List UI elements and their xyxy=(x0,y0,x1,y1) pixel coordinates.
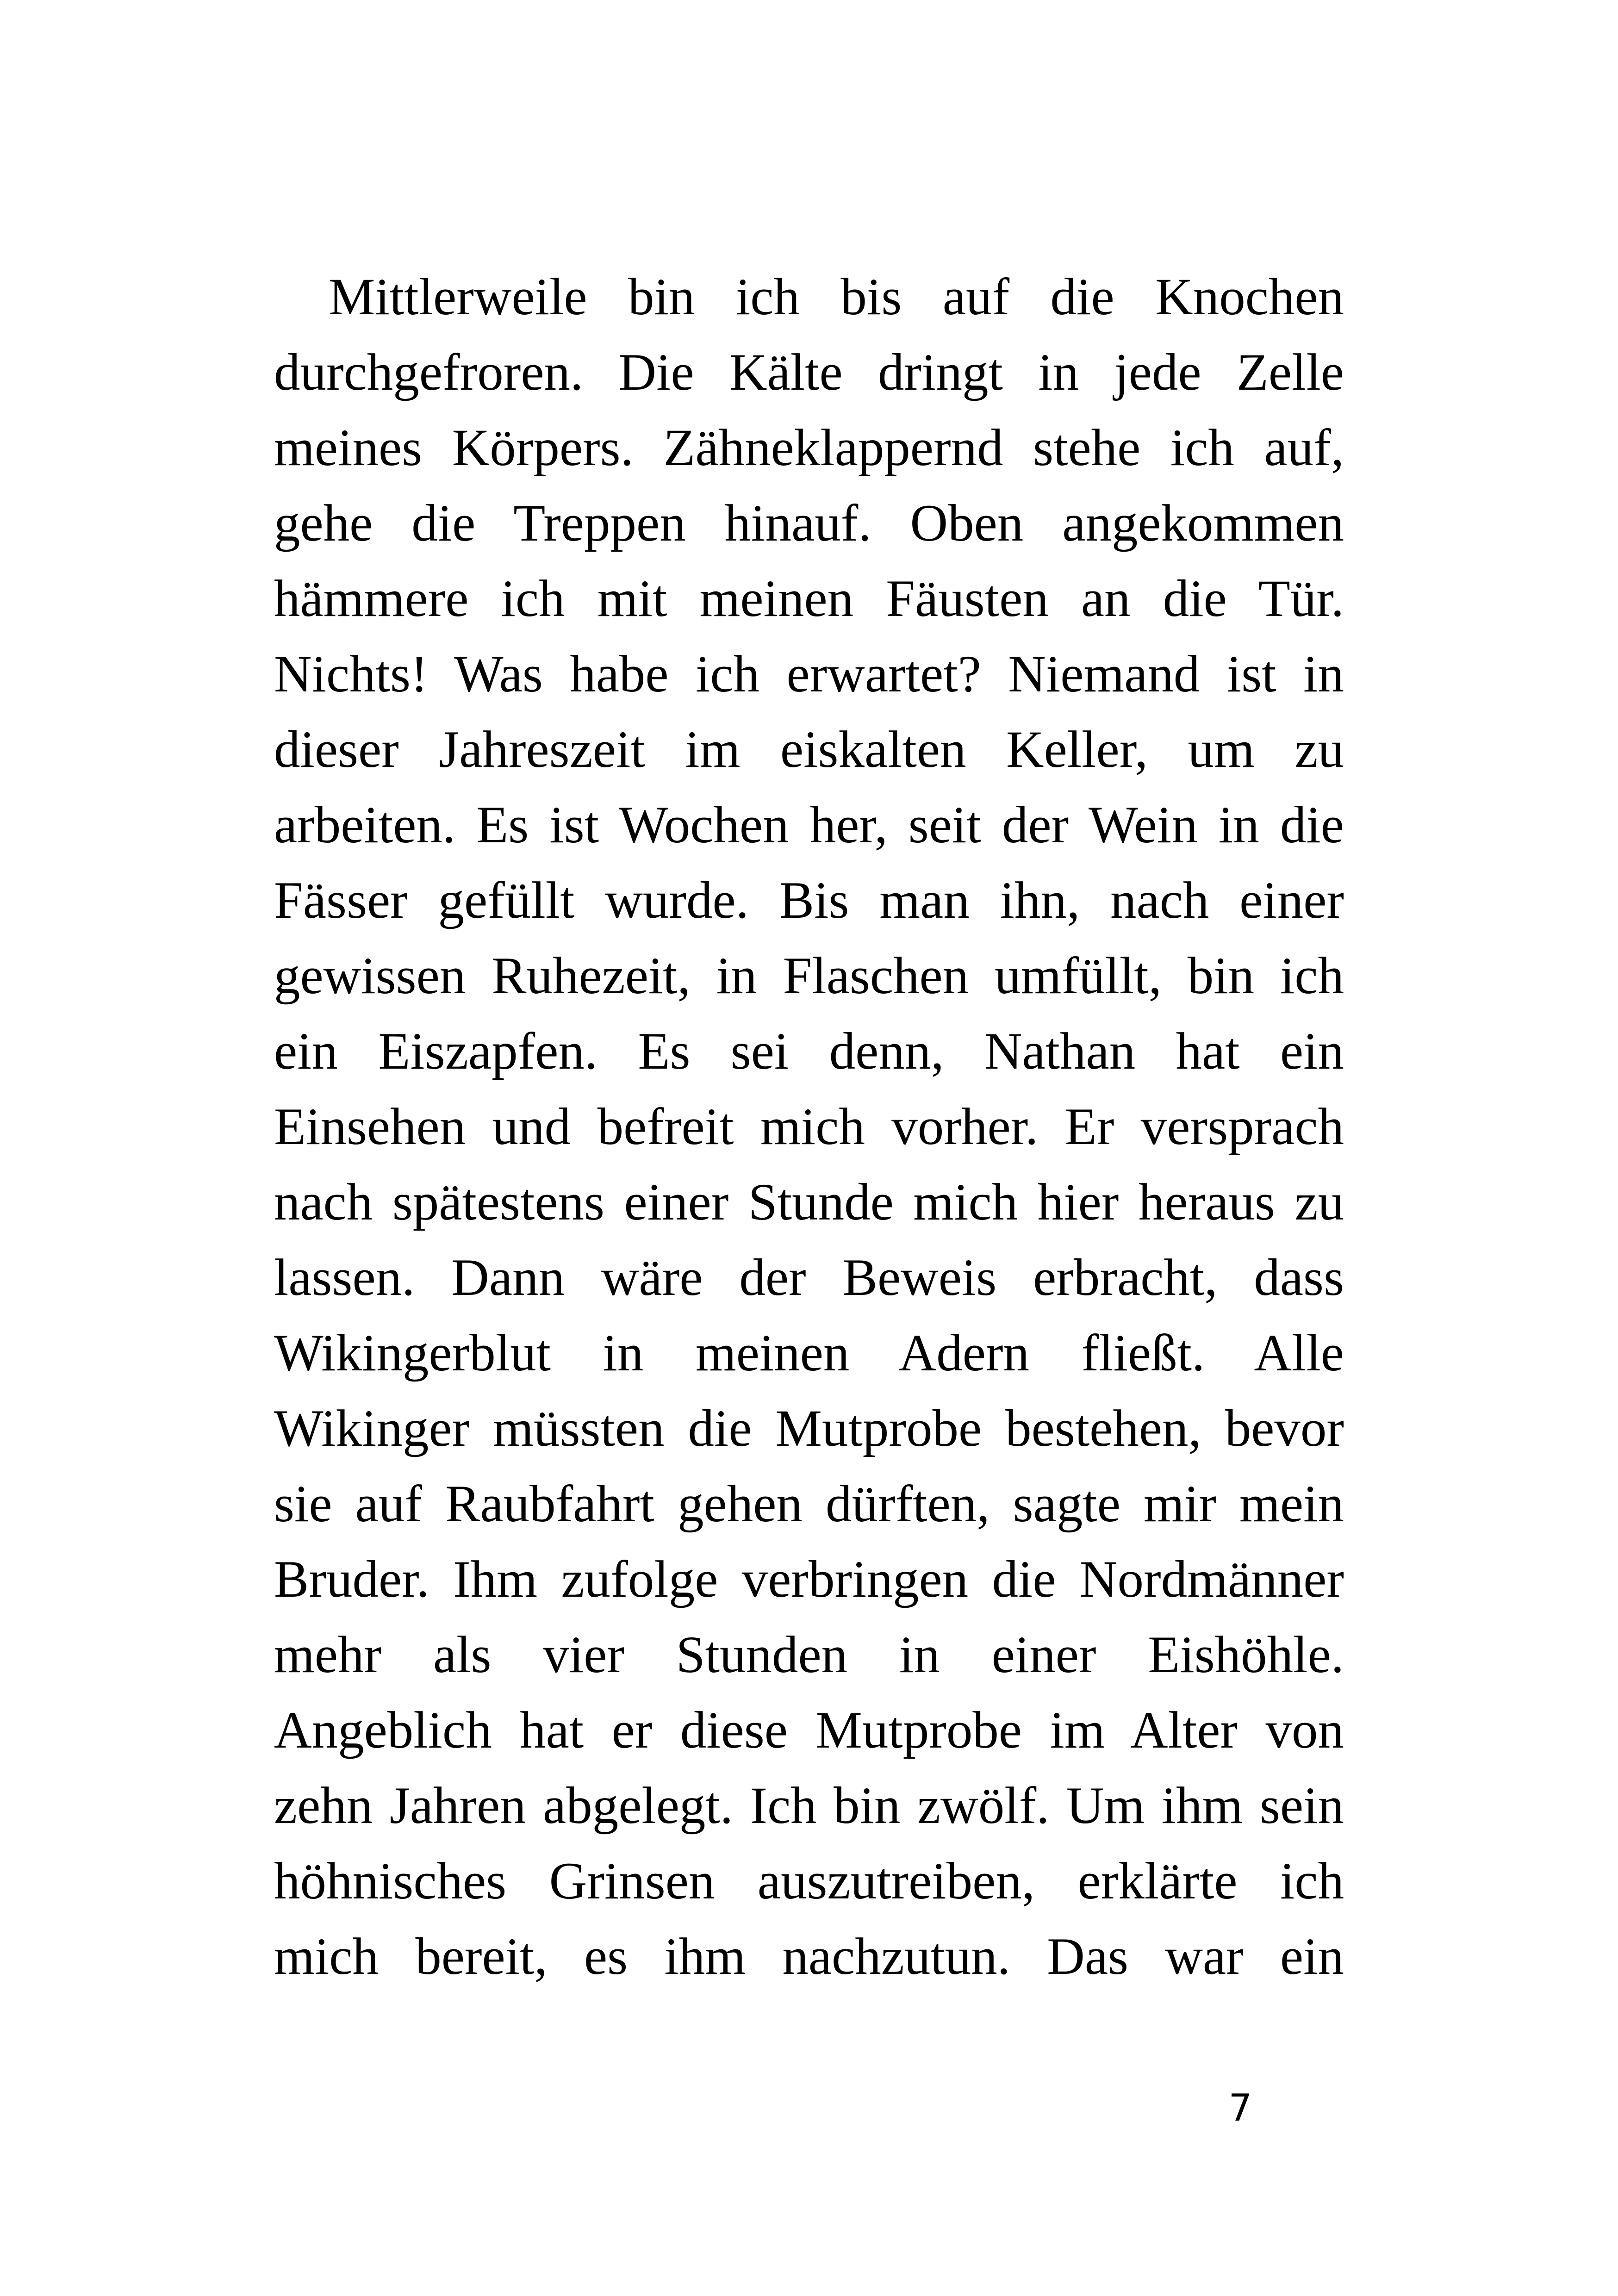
text-line: Wikinger müssten die Mutprobe bestehen, bevor xyxy=(274,1400,1344,1457)
text-line: durchgefroren. Die Kälte dringt in jede Zelle xyxy=(274,343,1344,401)
text-line: Bruder. Ihm zufolge verbringen die Nordmänner xyxy=(274,1550,1344,1608)
text-line: dieser Jahreszeit im eiskalten Keller, um zu xyxy=(274,721,1344,778)
text-line: Nichts! Was habe ich erwartet? Niemand ist in xyxy=(274,645,1344,703)
text-line: Mittlerweile bin ich bis auf die Knochen xyxy=(329,268,1344,326)
text-line: lassen. Dann wäre der Beweis erbracht, dass xyxy=(274,1249,1344,1307)
text-line: Einsehen und befreit mich vorher. Er versprach xyxy=(274,1098,1344,1156)
text-line: mehr als vier Stunden in einer Eishöhle. xyxy=(274,1626,1344,1684)
text-line: höhnisches Grinsen auszutreiben, erklärte ich xyxy=(274,1852,1344,1910)
text-line: gehe die Treppen hinauf. Oben angekommen xyxy=(274,494,1344,552)
text-line: mich bereit, es ihm nachzutun. Das war ein xyxy=(274,1928,1344,1985)
body-text xyxy=(274,259,1344,1994)
text-line: sie auf Raubfahrt gehen dürften, sagte mir mein xyxy=(274,1475,1344,1533)
text-line: gewissen Ruhezeit, in Flaschen umfüllt, bin ich xyxy=(274,947,1344,1005)
text-line: meines Körpers. Zähneklappernd stehe ich auf, xyxy=(274,419,1344,477)
page-number: 7 xyxy=(1228,2086,1252,2129)
text-line: hämmere ich mit meinen Fäusten an die Tür. xyxy=(274,570,1344,628)
text-line: ein Eiszapfen. Es sei denn, Nathan hat ein xyxy=(274,1022,1344,1080)
text-line: zehn Jahren abgelegt. Ich bin zwölf. Um ihm sein xyxy=(274,1777,1344,1835)
text-line: nach spätestens einer Stunde mich hier heraus zu xyxy=(274,1173,1344,1231)
text-line: Fässer gefüllt wurde. Bis man ihn, nach einer xyxy=(274,871,1344,929)
text-line: Angeblich hat er diese Mutprobe im Alter von xyxy=(274,1701,1344,1759)
text-line: Wikingerblut in meinen Adern fließt. Alle xyxy=(274,1324,1344,1382)
text-line: arbeiten. Es ist Wochen her, seit der Wein in die xyxy=(274,796,1344,854)
